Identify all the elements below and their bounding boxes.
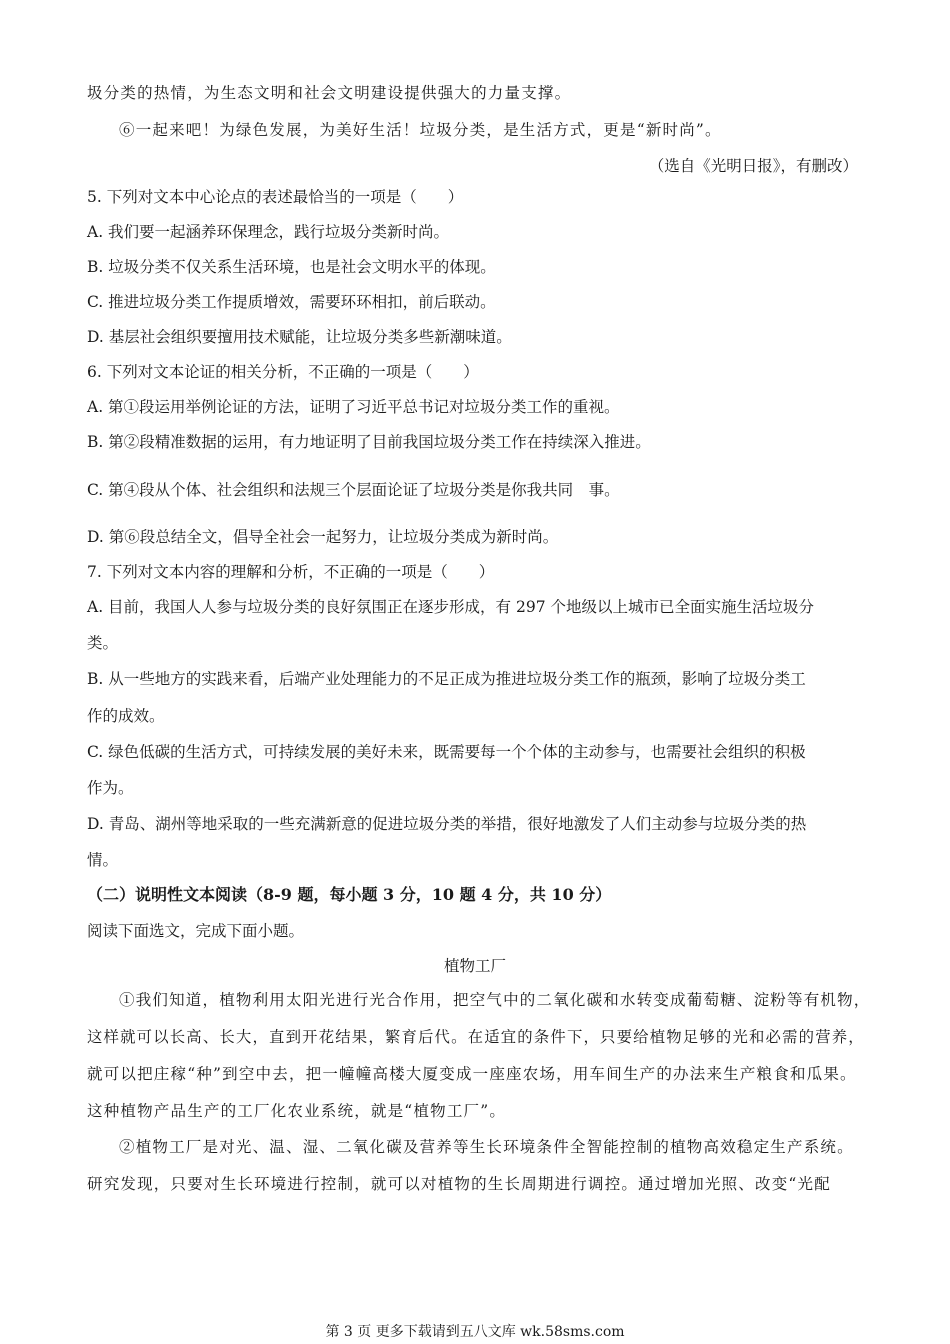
reading-instruction: 阅读下面选文，完成下面小题。 <box>87 922 305 940</box>
article-title: 植物工厂 <box>443 957 506 975</box>
article-paragraph-1-line1: ①我们知道，植物利用太阳光进行光合作用，把空气中的二氧化碳和水转变成葡萄糖、淀粉等有机物， <box>119 991 871 1009</box>
question-5-option-d: D. 基层社会组织要擅用技术赋能，让垃圾分类多些新潮味道。 <box>87 328 512 346</box>
question-5-option-c: C. 推进垃圾分类工作提质增效，需要环环相扣，前后联动。 <box>87 293 496 311</box>
question-5-option-b: B. 垃圾分类不仅关系生活环境，也是社会文明水平的体现。 <box>87 258 496 276</box>
section-heading: （二）说明性文本阅读（8-9 题，每小题 3 分，10 题 4 分，共 10 分） <box>87 885 612 904</box>
question-7-stem: 7. 下列对文本内容的理解和分析，不正确的一项是（ ） <box>87 563 495 581</box>
question-6-option-c: C. 第④段从个体、社会组织和法规三个层面论证了垃圾分类是你我共同 事。 <box>87 481 620 499</box>
question-7-option-d-line2: 情。 <box>87 851 119 869</box>
question-7-option-a-line1: A. 目前，我国人人参与垃圾分类的良好氛围正在逐步形成，有 297 个地级以上城市已全面实施生活垃圾分 <box>87 598 814 616</box>
question-7-option-b-line1: B. 从一些地方的实践来看，后端产业处理能力的不足正成为推进垃圾分类工作的瓶颈，影响了垃圾分类工 <box>87 670 806 688</box>
question-5-stem: 5. 下列对文本中心论点的表述最恰当的一项是（ ） <box>87 188 464 206</box>
source-citation: （选自《光明日报》，有删改） <box>648 157 858 175</box>
question-6-option-a: A. 第①段运用举例论证的方法，证明了习近平总书记对垃圾分类工作的重视。 <box>87 398 620 416</box>
question-5-option-a: A. 我们要一起涵养环保理念，践行垃圾分类新时尚。 <box>87 223 450 241</box>
article-paragraph-1-line4: 这种植物产品生产的工厂化农业系统，就是“植物工厂”。 <box>87 1102 507 1120</box>
question-7-option-b-line2: 作的成效。 <box>87 707 165 725</box>
paragraph-6: ⑥一起来吧！为绿色发展，为美好生活！垃圾分类，是生活方式，更是“新时尚”。 <box>119 121 722 139</box>
question-7-option-c-line2: 作为。 <box>87 779 134 797</box>
article-paragraph-1-line2: 这样就可以长高、长大，直到开花结果，繁育后代。在适宜的条件下，只要给植物足够的光和必需的营养， <box>87 1028 865 1046</box>
article-paragraph-2-line2: 研究发现，只要对生长环境进行控制，就可以对植物的生长周期进行调控。通过增加光照、改变“光配 <box>87 1175 831 1193</box>
question-6-stem: 6. 下列对文本论证的相关分析，不正确的一项是（ ） <box>87 363 479 381</box>
text-line: 圾分类的热情，为生态文明和社会文明建设提供强大的力量支撑。 <box>87 84 572 102</box>
question-6-option-b: B. 第②段精准数据的运用，有力地证明了目前我国垃圾分类工作在持续深入推进。 <box>87 433 651 451</box>
question-7-option-a-line2: 类。 <box>87 634 119 652</box>
page-footer: 第 3 页 更多下载请到五八文库 wk.58sms.com <box>325 1324 625 1340</box>
article-paragraph-2-line1: ②植物工厂是对光、温、湿、二氧化碳及营养等生长环境条件全智能控制的植物高效稳定生产系统。 <box>119 1138 854 1156</box>
question-6-option-d: D. 第⑥段总结全文，倡导全社会一起努力，让垃圾分类成为新时尚。 <box>87 528 559 546</box>
article-paragraph-1-line3: 就可以把庄稼“种”到空中去，把一幢幢高楼大厦变成一座座农场，用车间生产的办法来生产粮食和瓜果。 <box>87 1065 857 1083</box>
question-7-option-c-line1: C. 绿色低碳的生活方式，可持续发展的美好未来，既需要每一个个体的主动参与，也需要社会组织的积极 <box>87 743 806 761</box>
question-7-option-d-line1: D. 青岛、湖州等地采取的一些充满新意的促进垃圾分类的举措，很好地激发了人们主动参与垃圾分类的热 <box>87 815 807 833</box>
